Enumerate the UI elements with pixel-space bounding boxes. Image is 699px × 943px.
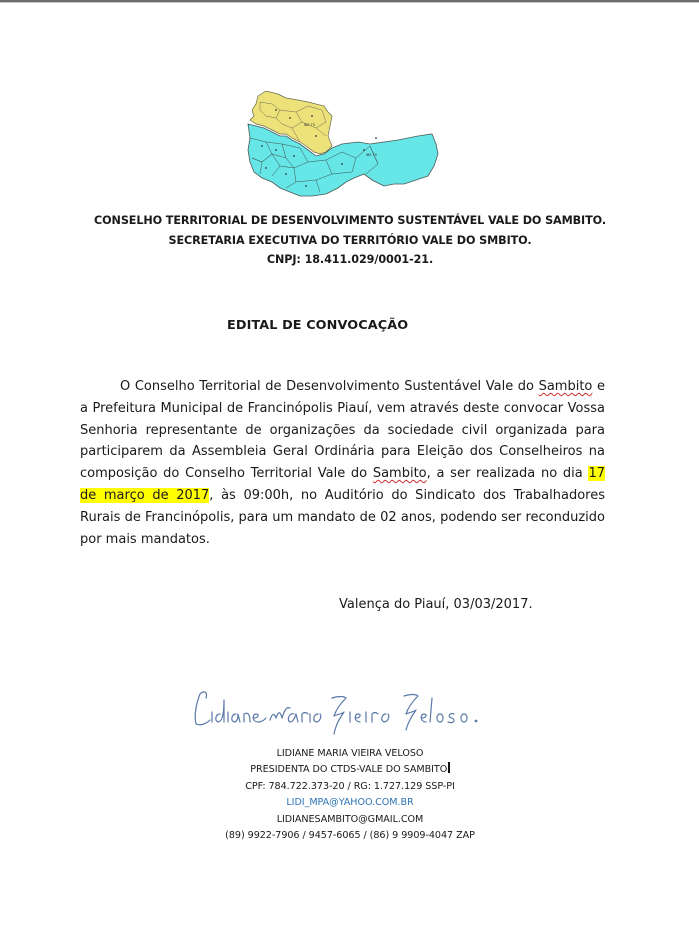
email-gmail: LIDIANESAMBITO@GMAIL.COM: [276, 813, 424, 825]
body-text-part: O Conselho Territorial de Desenvolvimento Sustentável Vale do: [120, 379, 539, 394]
phone-numbers: (89) 9922-7906 / 9457-6065 / (86) 9 9909-4047 ZAP: [225, 830, 475, 842]
handwritten-signature: [186, 684, 506, 740]
signature-block: [180, 746, 520, 844]
body-text-part: e a Prefeitura Municipal de Francinópolis Piauí, vem através deste convocar Vossa Senhoria representante de organizações da sociedade civil organizada para participarem da Assembleia Geral Ordinária para Eleição dos Conselheiros na composição do Conselho Territorial Vale do: [80, 379, 605, 482]
executive-secretariat: SECRETARIA EXECUTIVA DO TERRITÓRIO VALE DO SMBITO.: [168, 233, 532, 247]
body-text-part: , às 09:00h, no Auditório do Sindicato dos Trabalhadores Rurais de Francinópolis, para um mandato de 02 anos, podendo ser reconduzido por mais mandatos.: [80, 487, 605, 547]
document-title: EDITAL DE CONVOCAÇÃO: [227, 318, 409, 333]
cnpj: CNPJ: 18.411.029/0001-21.: [266, 253, 434, 266]
text-cursor: [448, 762, 450, 773]
organization-header: [60, 211, 640, 270]
spellcheck-word: Sambito: [538, 379, 593, 394]
email-link-yahoo[interactable]: LIDI_MPA@YAHOO.COM.BR: [286, 797, 414, 809]
organization-name: CONSELHO TERRITORIAL DE DESENVOLVIMENTO SUSTENTÁVEL VALE DO SAMBITO.: [94, 214, 606, 227]
signer-ids: CPF: 784.722.373-20 / RG: 1.727.129 SSP-PI: [245, 780, 455, 792]
signer-role: PRESIDENTA DO CTDS-VALE DO SAMBITO: [250, 764, 448, 776]
body-paragraph: [80, 376, 605, 550]
svg-text:IBE TS: IBE TS: [304, 123, 316, 127]
body-text-part: , a ser realizada no dia: [426, 466, 589, 482]
place-and-date: Valença do Piauí, 03/03/2017.: [339, 597, 533, 612]
signer-role-line: [180, 762, 520, 778]
svg-text:IBE TS: IBE TS: [366, 153, 378, 157]
signer-name: LIDIANE MARIA VIEIRA VELOSO: [276, 748, 424, 759]
page-top-border-shadow: [0, 2, 699, 3]
territory-map-icon: [246, 88, 442, 200]
highlighted-date: 17 de março de 2017: [80, 466, 605, 503]
spellcheck-word: Sambito: [372, 466, 427, 482]
